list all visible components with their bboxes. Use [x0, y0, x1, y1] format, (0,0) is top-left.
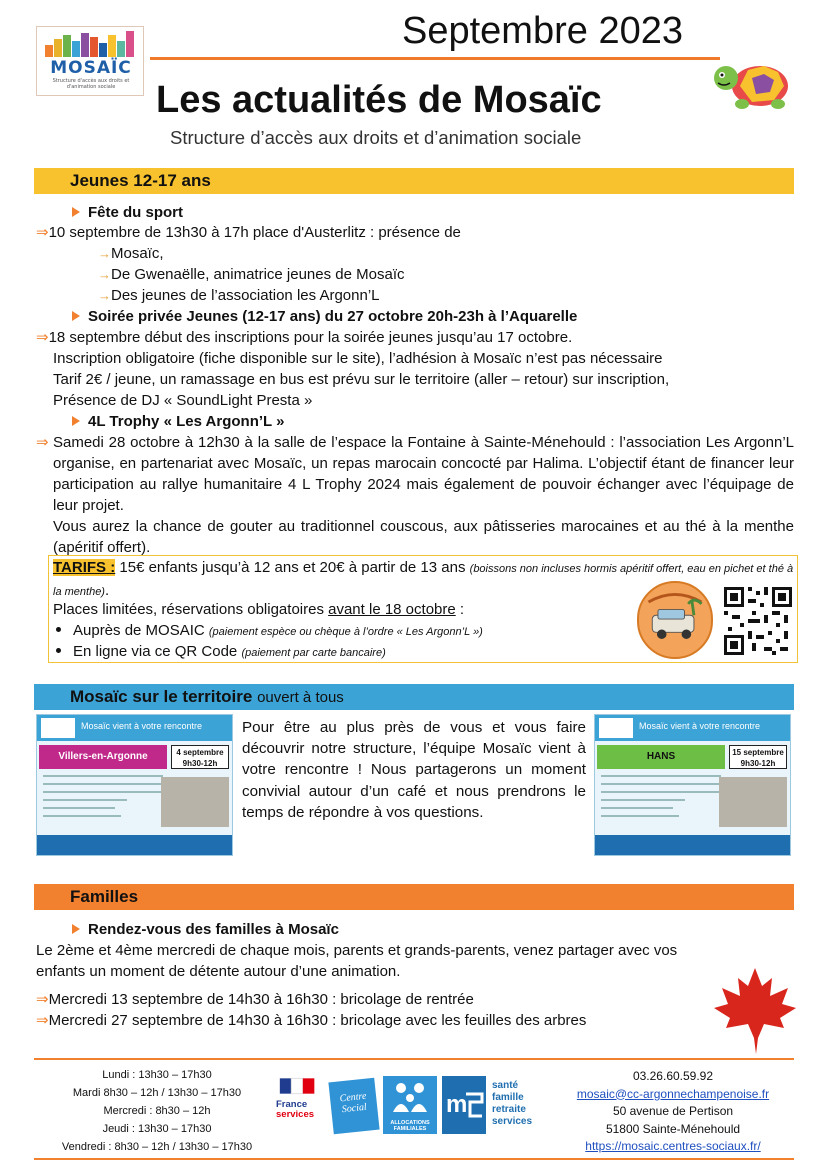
- option-online: [56, 641, 386, 664]
- arrow-right-icon: ⇒: [36, 329, 49, 346]
- fete-item: [98, 285, 380, 306]
- familles-date: [36, 989, 474, 1010]
- website-link[interactable]: https://mosaic.centres-sociaux.fr/: [585, 1139, 761, 1153]
- trophy-title: [72, 411, 284, 432]
- svg-text:m: m: [446, 1091, 468, 1118]
- france-flag-icon: [276, 1076, 322, 1096]
- soiree-line: Présence de DJ « SoundLight Presta »: [53, 392, 313, 409]
- issue-month: Septembre 2023: [402, 10, 683, 52]
- territoire-text: Pour être au plus près de vous et vous faire découvrir notre structure, l’équipe Mosaïc vient à votre rencontre ! Nous partagerons un moment convivial autour d’un café et nous prendrons le temps de répondre à vos questions.: [242, 719, 586, 821]
- poster-date-day: 15 septembre: [732, 748, 784, 757]
- fete-line: [36, 222, 461, 243]
- fete-title: [72, 202, 183, 223]
- places-deadline: avant le 18 octobre: [328, 601, 456, 618]
- qr-code-icon[interactable]: [722, 585, 794, 657]
- trophy-paragraph-2: Vous aurez la chance de gouter au traditionnel couscous, aux pâtisseries marocaines et au thé à la menthe (apéritif offert).: [53, 518, 794, 556]
- arrow-right-icon: ⇒: [36, 434, 49, 451]
- poster-footer: [595, 835, 791, 856]
- arrow-right-icon: ⇒: [36, 991, 49, 1008]
- poster-logo: [41, 718, 75, 738]
- soiree-line-text: 18 septembre début des inscriptions pour la soirée jeunes jusqu’au 17 octobre.: [48, 329, 573, 346]
- trophy-arrow: [36, 432, 53, 453]
- arrow-small-icon: →: [98, 288, 111, 303]
- triangle-bullet-icon: [72, 207, 80, 217]
- section-familles-heading: Familles: [34, 884, 794, 910]
- fete-item: [98, 243, 164, 264]
- poster-villers: [36, 714, 233, 856]
- trophy-paragraph: Samedi 28 octobre à 12h30 à la salle de l’espace la Fontaine à Sainte-Ménehould : l’association Les Argonn’L organise, en partenariat avec Mosaïc, un repas marocain concocté par Halima. L’objectif étant de financer leur participation au rallye humanitaire 4 L Trophy 2024 mais également de pouvoir échanger avec l’équipage de leur projet.: [53, 434, 794, 514]
- france-services-word: services: [276, 1109, 315, 1120]
- poster-town: Villers-en-Argonne: [39, 745, 167, 769]
- france-services-word: France: [276, 1099, 308, 1110]
- family-icon: [383, 1076, 437, 1116]
- caf-logo: [383, 1076, 437, 1134]
- poster-banner: Mosaïc vient à votre rencontre: [639, 721, 761, 731]
- header-divider: [150, 57, 720, 60]
- msa-word: santé: [492, 1080, 519, 1091]
- option-mosaic: [56, 620, 483, 643]
- fete-item-text: Mosaïc,: [111, 245, 164, 262]
- places-text: Places limitées, réservations obligatoires: [53, 601, 324, 618]
- poster-date: [729, 745, 787, 769]
- familles-date-text: Mercredi 13 septembre de 14h30 à 16h30 : bricolage de rentrée: [48, 991, 474, 1008]
- fete-item-text: Des jeunes de l’association les Argonn’L: [111, 287, 380, 304]
- france-services-label: [276, 1100, 324, 1120]
- tarifs-note-end: .: [104, 582, 110, 599]
- familles-date: [36, 1010, 586, 1031]
- poster-date-time: 9h30-12h: [182, 759, 218, 768]
- fete-item: [98, 264, 404, 285]
- mosaic-logo: [36, 26, 144, 96]
- familles-line: enfants un moment de détente autour d’une animation.: [36, 963, 401, 980]
- familles-date-text: Mercredi 27 septembre de 14h30 à 16h30 : bricolage avec les feuilles des arbres: [48, 1012, 587, 1029]
- address-line: 50 avenue de Pertison: [612, 1104, 734, 1118]
- fete-line-text: 10 septembre de 13h30 à 17h place d'Austerlitz : présence de: [48, 224, 461, 241]
- maple-leaf-icon: [712, 964, 798, 1056]
- hours-line: Jeudi : 13h30 – 17h30: [102, 1123, 212, 1135]
- hours-line: Lundi : 13h30 – 17h30: [102, 1069, 212, 1081]
- msa-tagline: [492, 1080, 544, 1128]
- msa-logo: [442, 1076, 486, 1134]
- opening-hours: [52, 1066, 262, 1156]
- address-line: 51800 Sainte-Ménehould: [605, 1121, 741, 1136]
- hours-line: Vendredi : 8h30 – 12h / 13h30 – 17h30: [61, 1141, 253, 1153]
- territoire-heading-extra: ouvert à tous: [257, 689, 344, 706]
- triangle-bullet-icon: [72, 416, 80, 426]
- msa-word: retraite: [492, 1104, 526, 1115]
- tarifs-note: (boissons non incluses hormis apéritif offert, eau en pichet et thé à la menthe): [53, 563, 794, 598]
- centre-social-logo: Centre Social: [328, 1078, 379, 1135]
- page-title: Les actualités de Mosaïc: [156, 79, 602, 121]
- fete-item-text: De Gwenaëlle, animatrice jeunes de Mosaïc: [111, 266, 405, 283]
- places-end: :: [455, 601, 465, 618]
- poster-date: [171, 745, 229, 769]
- option-text: Auprès de MOSAIC: [73, 622, 205, 639]
- bullet-icon: [56, 627, 61, 632]
- option-note: (paiement par carte bancaire): [241, 647, 386, 659]
- tarifs-label: TARIFS :: [53, 559, 116, 576]
- caf-label: ALLOCATIONS FAMILIALES: [390, 1120, 430, 1132]
- france-services-logo: [276, 1076, 324, 1134]
- places-line: [53, 599, 464, 620]
- hours-line: Mardi 8h30 – 12h / 13h30 – 17h30: [72, 1087, 242, 1099]
- logo-tagline: Structure d'accès aux droits et d'animation sociale: [52, 78, 130, 90]
- familles-title: [72, 919, 339, 940]
- arrow-right-icon: ⇒: [36, 224, 49, 241]
- footer-divider-top: [34, 1058, 794, 1060]
- poster-banner: Mosaïc vient à votre rencontre: [81, 721, 203, 731]
- poster-text-lines: [43, 775, 163, 823]
- fete-title-text: Fête du sport: [88, 204, 184, 221]
- option-text: En ligne via ce QR Code: [73, 643, 238, 660]
- logo-mosaic-grid-icon: [45, 31, 137, 57]
- poster-date-day: 4 septembre: [176, 748, 224, 757]
- arrow-small-icon: →: [98, 267, 111, 282]
- trophy-title-text: 4L Trophy « Les Argonn’L »: [88, 413, 285, 430]
- soiree-line: [36, 327, 572, 348]
- poster-date-time: 9h30-12h: [740, 759, 776, 768]
- msa-word: services: [492, 1116, 533, 1127]
- car-icon: [639, 583, 711, 657]
- phone-number[interactable]: 03.26.60.59.92: [632, 1069, 714, 1083]
- section-jeunes-heading: Jeunes 12-17 ans: [34, 168, 794, 194]
- poster-hans: [594, 714, 791, 856]
- soiree-title: [72, 306, 577, 327]
- triangle-bullet-icon: [72, 311, 80, 321]
- soiree-line: Tarif 2€ / jeune, un ramassage en bus est prévu sur le territoire (aller – retour) sur inscription,: [53, 371, 670, 388]
- soiree-line: Inscription obligatoire (fiche disponible sur le site), l’adhésion à Mosaïc n’est pas nécessaire: [53, 350, 663, 367]
- bullet-icon: [56, 648, 61, 653]
- option-note: (paiement espèce ou chèque à l’ordre « Les Argonn’L »): [208, 626, 483, 638]
- poster-footer: [37, 835, 233, 856]
- poster-photo: [719, 777, 787, 827]
- arrow-right-icon: ⇒: [36, 1012, 49, 1029]
- hours-line: Mercredi : 8h30 – 12h: [103, 1105, 211, 1117]
- poster-logo: [599, 718, 633, 738]
- soiree-title-text: Soirée privée Jeunes (12-17 ans) du 27 octobre 20h-23h à l’Aquarelle: [88, 308, 578, 325]
- territoire-heading-text: Mosaïc sur le territoire: [70, 687, 253, 706]
- contact-info: [558, 1068, 788, 1156]
- poster-town: HANS: [597, 745, 725, 769]
- poster-text-lines: [601, 775, 721, 823]
- email-link[interactable]: mosaic@cc-argonnechampenoise.fr: [576, 1086, 770, 1101]
- familles-title-text: Rendez-vous des familles à Mosaïc: [88, 921, 339, 938]
- familles-line: Le 2ème et 4ème mercredi de chaque mois, parents et grands-parents, venez partager avec vos: [36, 942, 678, 959]
- turtle-mascot-icon: [712, 56, 796, 112]
- logo-name: MOSAÏC: [50, 58, 132, 78]
- msa-icon: [442, 1076, 486, 1134]
- argonnl-association-badge: [637, 581, 713, 659]
- section-territoire-heading: [34, 684, 794, 710]
- arrow-small-icon: →: [98, 246, 111, 261]
- footer-divider-bottom: [34, 1158, 794, 1160]
- msa-word: famille: [492, 1092, 524, 1103]
- triangle-bullet-icon: [72, 924, 80, 934]
- page-subtitle: Structure d’accès aux droits et d’animation sociale: [170, 127, 582, 148]
- poster-photo: [161, 777, 229, 827]
- tarifs-text: 15€ enfants jusqu’à 12 ans et 20€ à partir de 13 ans: [115, 559, 466, 576]
